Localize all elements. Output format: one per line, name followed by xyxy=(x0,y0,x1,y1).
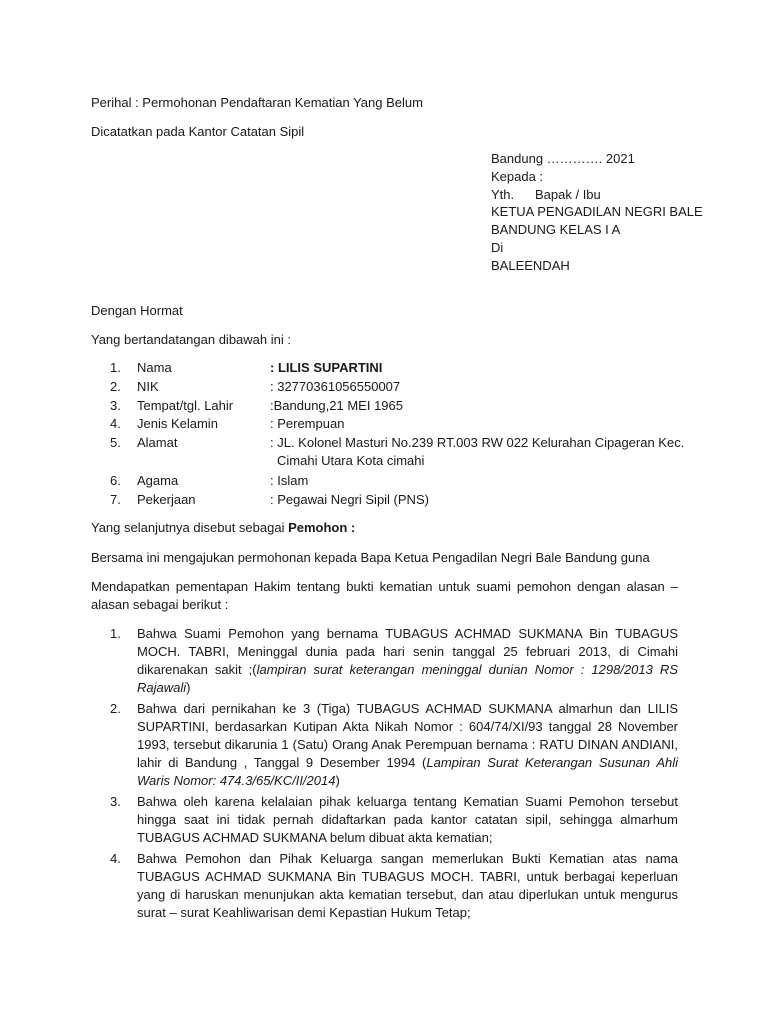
reason-body: Bahwa oleh karena kelalaian pihak keluarga tentang Kematian Suami Pemohon tersebut hingga saat ini tidak pernah didaftarkan pada kantor catatan sipil, sehingga almarhum TUBAGUS ACHMAD SUKMANA belum dibuat akta kematian; xyxy=(137,794,678,845)
reason-text xyxy=(137,793,678,847)
recipient-city: BALEENDAH xyxy=(491,257,570,273)
office-line-2: BANDUNG KELAS I A xyxy=(491,222,621,238)
identity-row xyxy=(110,491,690,510)
kepada-label: Kepada : xyxy=(491,168,544,184)
reason-body: Bahwa dari pernikahan ke 3 (Tiga) TUBAGUS ACHMAD SUKMANA almarhun dan LILIS SUPARTINI, berdasarkan Kutipan Akta Nikah Nomor : 604/74/XI/93 tanggal 28 November 1993, tersebut dikarunia 1 (Satu) Orang Anak Perempuan bernama : RATU DINAN ANDIANI, lahir di Bandung , Tanggal 9 Desember 1994 ( xyxy=(137,701,678,770)
reason-num: 3. xyxy=(110,794,121,809)
identity-label: Pekerjaan xyxy=(137,491,196,507)
identity-list xyxy=(110,359,690,510)
address-line-1: : JL. Kolonel Masturi No.239 RT.003 RW 022 Kelurahan Cipageran Kec. xyxy=(270,435,685,451)
identity-value: : 32770361056550007 xyxy=(270,378,401,394)
reason-attachment: Lampiran Surat Keterangan Susunan Ahli Waris Nomor: 474.3/65/KC/II/2014 xyxy=(137,755,678,788)
reason-num: 1. xyxy=(110,626,121,641)
reason-body: Bahwa Pemohon dan Pihak Keluarga sangan memerlukan Bukti Kematian atas nama TUBAGUS ACHMAD SUKMANA Bin TUBAGUS MOCH. TABRI, untuk berbagai keperluan yang di haruskan menunjukan akta kematian tersebut, dan atau diperlukan untuk mengurus surat – surat Keahliwarisan demi Kepastian Hukum Tetap; xyxy=(137,851,678,920)
identity-row xyxy=(110,359,690,378)
office-line-1: KETUA PENGADILAN NEGRI BALE xyxy=(491,204,703,220)
pemohon-prefix: Yang selanjutnya disebut sebagai xyxy=(91,520,289,535)
request-line: Bersama ini mengajukan permohonan kepada Bapa Ketua Pengadilan Negri Bale Bandung guna xyxy=(91,550,650,565)
identity-row xyxy=(110,472,690,491)
reason-item xyxy=(110,793,678,847)
reason-suffix: ) xyxy=(186,680,191,695)
identity-num: 7. xyxy=(110,491,121,507)
greeting: Dengan Hormat xyxy=(91,303,183,318)
identity-label: Jenis Kelamin xyxy=(137,416,218,432)
reason-num: 4. xyxy=(110,851,121,866)
identity-value: : LILIS SUPARTINI xyxy=(270,360,383,375)
identity-num: 1. xyxy=(110,360,121,375)
reason-attachment: lampiran surat keterangan meninggal dunian Nomor : 1298/2013 RS Rajawali xyxy=(137,662,678,695)
identity-label: Agama xyxy=(137,473,179,489)
identity-num: 5. xyxy=(110,435,121,451)
identity-value: : Perempuan xyxy=(270,416,345,432)
identity-label: Nama xyxy=(137,360,172,375)
recipient-block xyxy=(491,150,703,275)
pemohon-label: Pemohon : xyxy=(288,520,356,535)
yth-name: Bapak / Ibu xyxy=(535,186,601,202)
identity-label: Tempat/tgl. Lahir xyxy=(137,397,234,413)
address-line-2: Cimahi Utara Kota cimahi xyxy=(277,453,425,469)
identity-value xyxy=(270,434,684,470)
subject-line-2: Dicatatkan pada Kantor Catatan Sipil xyxy=(91,124,305,139)
reason-body: Bahwa Suami Pemohon yang bernama TUBAGUS ACHMAD SUKMANA Bin TUBAGUS MOCH. TABRI, Meninggal dunia pada hari senin tanggal 25 februari 2013, di Cimahi dikarenakan sakit ;( xyxy=(137,626,678,677)
reason-num: 2. xyxy=(110,701,121,716)
subject-line-1: Perihal : Permohonan Pendaftaran Kematian Yang Belum xyxy=(91,95,423,110)
reason-item xyxy=(110,850,678,922)
identity-num: 3. xyxy=(110,397,121,413)
letter-date: Bandung …………. 2021 xyxy=(491,151,635,166)
identity-label: NIK xyxy=(137,378,159,394)
reason-text xyxy=(137,625,678,697)
identity-num: 6. xyxy=(110,473,121,489)
reason-item xyxy=(110,700,678,790)
identity-value: :Bandung,21 MEI 1965 xyxy=(270,397,403,413)
identity-row xyxy=(110,397,690,416)
identity-row xyxy=(110,434,690,472)
identity-num: 2. xyxy=(110,378,121,394)
reason-text xyxy=(137,700,678,790)
salutation-line xyxy=(491,186,703,204)
identity-row xyxy=(110,415,690,434)
identity-value: : Pegawai Negri Sipil (PNS) xyxy=(270,491,429,507)
reason-suffix: ) xyxy=(335,773,340,788)
identity-value: : Islam xyxy=(270,473,309,489)
reasons-list xyxy=(110,625,678,925)
identity-label: Alamat xyxy=(137,435,178,451)
di-label: Di xyxy=(491,239,504,255)
reason-item xyxy=(110,625,678,697)
identity-num: 4. xyxy=(110,416,121,432)
pemohon-line xyxy=(91,519,355,537)
purpose-paragraph: Mendapatkan pementapan Hakim tentang bukti kematian untuk suami pemohon dengan alasan – alasan sebagai berikut : xyxy=(91,579,678,612)
reason-text xyxy=(137,850,678,922)
identity-row xyxy=(110,378,690,397)
yth-label: Yth. xyxy=(491,186,515,202)
intro-line: Yang bertandatangan dibawah ini : xyxy=(91,332,291,347)
